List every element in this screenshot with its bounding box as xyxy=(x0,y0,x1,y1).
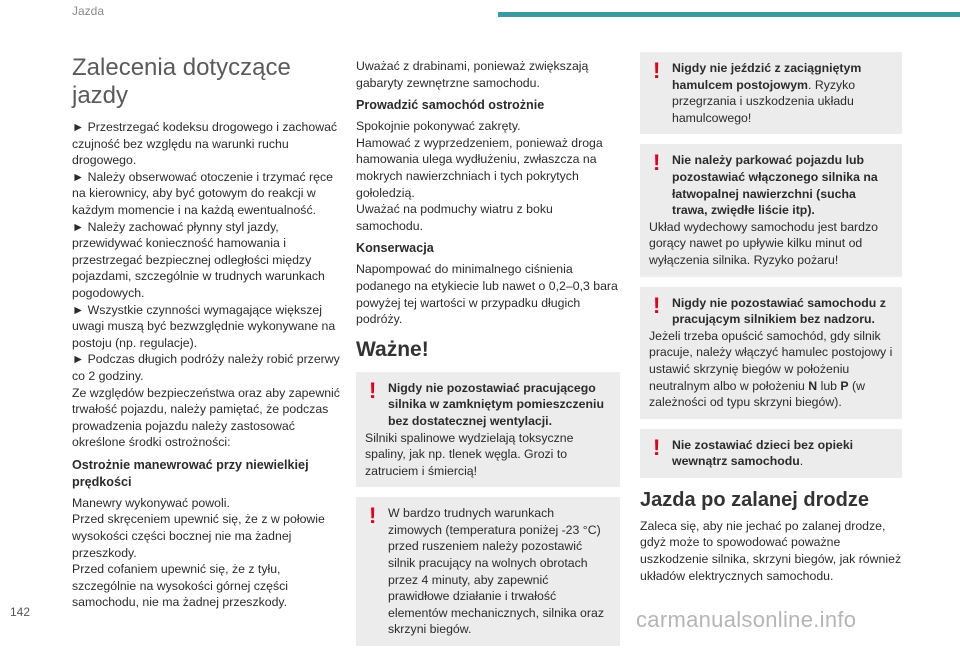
section-label: Jazda xyxy=(72,4,105,18)
watermark: carmanualsonline.info xyxy=(636,607,857,632)
warning-box xyxy=(640,144,902,276)
warning-text: Nie należy parkować pojazdu lub pozostawiać włączonego silnika na łatwopalnej nawierzchni (sucha trawa, zwiędłe liście itp). Układ wydechowy samochodu jest bardzo gorący nawet po upływie kilku minut od wyłączenia silnika. Ryzyko pożaru! xyxy=(649,153,878,267)
warning-icon: ! xyxy=(653,150,661,176)
warning-text: Nie zostawiać dzieci bez opieki wewnątrz samochodu. xyxy=(672,437,854,469)
bullet-item: ► Wszystkie czynności wymagające większej uwagi muszą być bezwzględnie wykonywane na postoju (np. regulacje). xyxy=(72,302,336,350)
warning-text: Nigdy nie jeździć z zaciągniętym hamulcem postojowym. Ryzyko przegrzania i uszkodzenia układu hamulcowego! xyxy=(672,61,862,125)
paragraph: Ze względów bezpieczeństwa oraz aby zapewnić trwałość pojazdu, należy pamiętać, że podczas prowadzenia pojazdu należy zastosować określone środki ostrożności: xyxy=(72,385,340,450)
paragraph: Napompować do minimalnego ciśnienia podanego na etykiecie lub nawet o 0,2–0,3 bara powyżej tej wartości w przypadku długich podróży. xyxy=(356,262,618,327)
subheading: Konserwacja xyxy=(356,241,434,256)
subheading: Ostrożnie manewrować przy niewielkiej prędkości xyxy=(72,457,309,489)
paragraph: Manewry wykonywać powoli. Przed skręceniem upewnić się, że z w połowie wysokości części bocznej nie ma żadnej przeszkody. Przed cofaniem upewnić się, że z tyłu, szczególnie na wysokości górnej części samochodu, nie ma żadnej przeszkody. xyxy=(72,495,325,610)
column-1 xyxy=(72,54,340,611)
section-heading-important: Ważne! xyxy=(356,337,429,361)
warning-icon: ! xyxy=(653,58,661,83)
warning-icon: ! xyxy=(653,292,661,318)
page-title: Zalecenia dotyczące jazdy xyxy=(72,54,291,109)
header-accent-bar xyxy=(498,12,960,17)
warning-box xyxy=(640,287,902,419)
warning-icon: ! xyxy=(369,503,377,529)
warning-box xyxy=(356,497,620,646)
bullet-item: ► Należy zachować płynny styl jazdy, przewidywać konieczność hamowania i przestrzegać bezpiecznej odległości między pojazdami, szczególnie w trudnych warunkach pogodowych. xyxy=(72,219,325,300)
warning-icon: ! xyxy=(369,377,377,403)
paragraph: Uważać z drabinami, ponieważ zwiększają gabaryty zewnętrzne samochodu. xyxy=(356,59,589,90)
warning-box xyxy=(640,429,902,478)
warning-box xyxy=(356,372,620,488)
warning-text: W bardzo trudnych warunkach zimowych (temperatura poniżej -23 °C) przed ruszeniem należy pozostawić silnik pracujący na wolnych obrotach przez 4 minuty, aby zapewnić prawidłowe działanie i trwałość elementów mechanicznych, silnika oraz skrzyni biegów. xyxy=(388,506,604,637)
warning-box xyxy=(640,52,902,134)
warning-text: Nigdy nie pozostawiać samochodu z pracującym silnikiem bez nadzoru. Jeżeli trzeba opuścić samochód, gdy silnik pracuje, należy włączyć hamulec postojowy i ustawić skrzynię biegów w położeniu neutralnym albo w położeniu N lub P (w zależności od typu skrzyni biegów). xyxy=(649,295,893,410)
paragraph: Spokojnie pokonywać zakręty. Hamować z wyprzedzeniem, ponieważ droga hamowania ulega wydłużeniu, zwłaszcza na mokrych nawierzchniach i tych pokrytych gołoledzią. Uważać na podmuchy wiatru z boku samochodu. xyxy=(356,119,603,233)
section-heading-flooded-road: Jazda po zalanej drodze xyxy=(640,488,869,511)
page-number: 142 xyxy=(10,605,31,619)
subheading: Prowadzić samochód ostrożnie xyxy=(356,98,545,113)
bullet-item: ► Przestrzegać kodeksu drogowego i zachować czujność bez względu na warunki ruchu drogowego. xyxy=(72,120,338,168)
bullet-item: ► Należy obserwować otoczenie i trzymać ręce na kierownicy, aby być gotowym do reakcji w każdym momencie i na każdą ewentualność. xyxy=(72,169,333,217)
warning-icon: ! xyxy=(653,434,661,460)
column-3 xyxy=(640,52,902,584)
paragraph: Zaleca się, aby nie jechać po zalanej drodze, gdyż może to spowodować poważne uszkodzenie silnika, skrzyni biegów, jak również układów elektrycznych samochodu. xyxy=(640,518,902,583)
bullet-item: ► Podczas długich podróży należy robić przerwy co 2 godziny. xyxy=(72,352,340,383)
column-2 xyxy=(356,58,620,656)
warning-text: Nigdy nie pozostawiać pracującego silnika w zamkniętym pomieszczeniu bez dostatecznej wentylacji. Silniki spalinowe wydzielają toksyczne spaliny, jak np. tlenek węgla. Grozi to zatruciem i śmiercią! xyxy=(365,380,604,478)
